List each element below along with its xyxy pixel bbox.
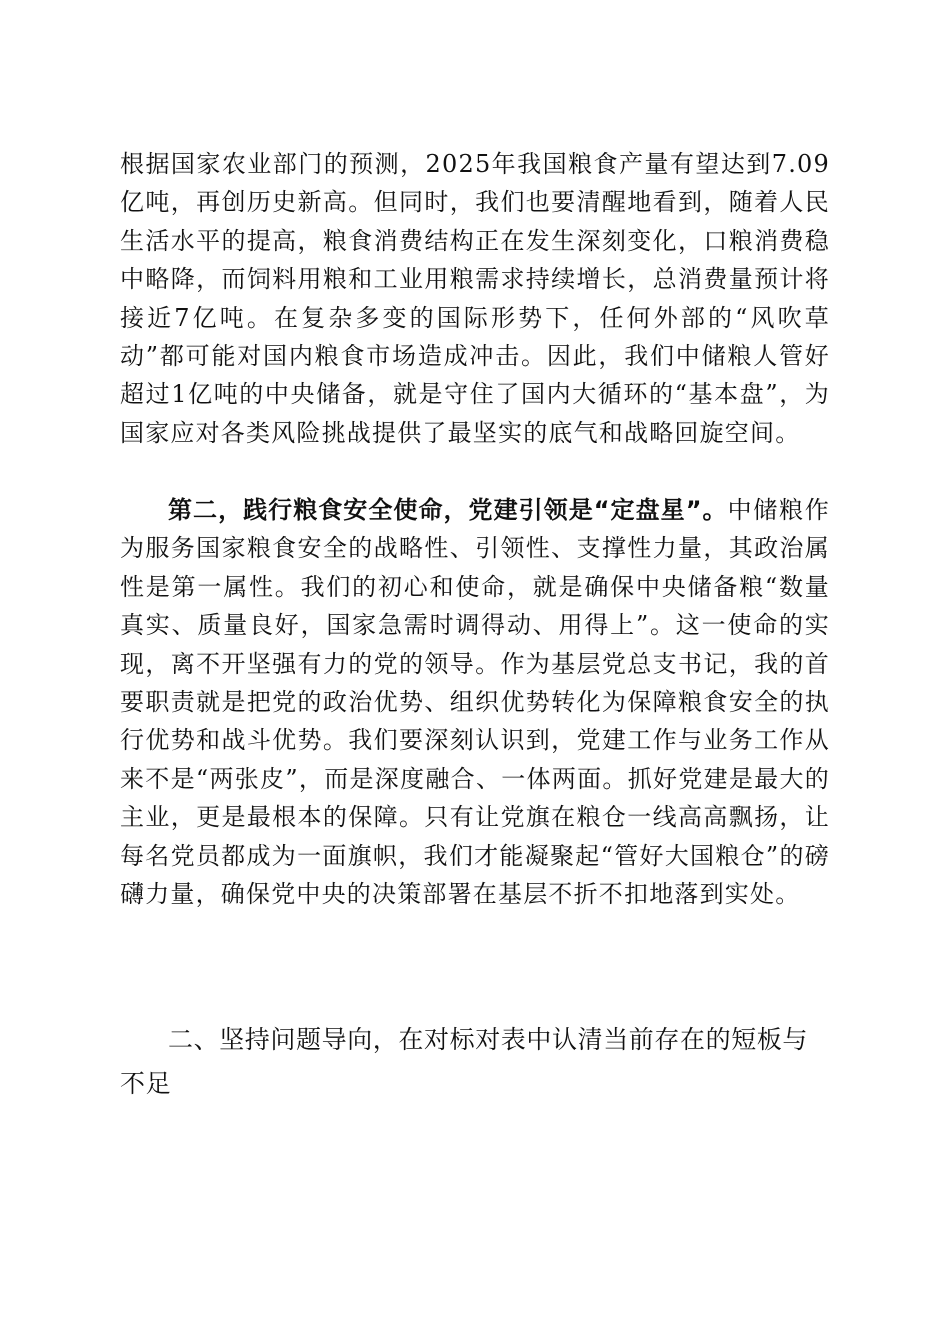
paragraph-lead-sentence: 第二，践行粮食安全使命，党建引领是“定盘星”。 bbox=[168, 496, 728, 524]
section-heading: 二、坚持问题导向，在对标对表中认清当前存在的短板与不足 bbox=[120, 1025, 809, 1098]
paragraph-grain-output: 根据国家农业部门的预测，2025年我国粮食产量有望达到7.09亿吨，再创历史新高。但同时，我们也要清醒地看到，随着人民生活水平的提高，粮食消费结构正在发生深刻变化，口粮消费稳中略降，而饲料用粮和工业用粮需求持续增长，总消费量预计将接近7亿吨。在复杂多变的国际形势下，任何外部的“风吹草动”都可能对国内粮食市场造成冲击。因此，我们中储粮人管好超过1亿吨的中央储备，就是守住了国内大循环的“基本盘”，为国家应对各类风险挑战提供了最坚实的底气和战略回旋空间。 bbox=[120, 150, 830, 447]
paragraph-body-text: 中储粮作为服务国家粮食安全的战略性、引领性、支撑性力量，其政治属性是第一属性。我们的初心和使命，就是确保中央储备粮“数量真实、质量良好，国家急需时调得动、用得上”。这一使命的实现，离不开坚强有力的党的领导。作为基层党总支书记，我的首要职责就是把党的政治优势、组织优势转化为保障粮食安全的执行优势和战斗优势。我们要深刻认识到，党建工作与业务工作从来不是“两张皮”，而是深度融合、一体两面。抓好党建是最大的主业，更是最根本的保障。只有让党旗在粮仓一线高高飘扬，让每名党员都成为一面旗帜，我们才能凝聚起“管好大国粮仓”的磅礴力量，确保党中央的决策部署在基层不折不扣地落到实处。 bbox=[120, 496, 830, 909]
paragraph-party-building bbox=[120, 491, 830, 913]
